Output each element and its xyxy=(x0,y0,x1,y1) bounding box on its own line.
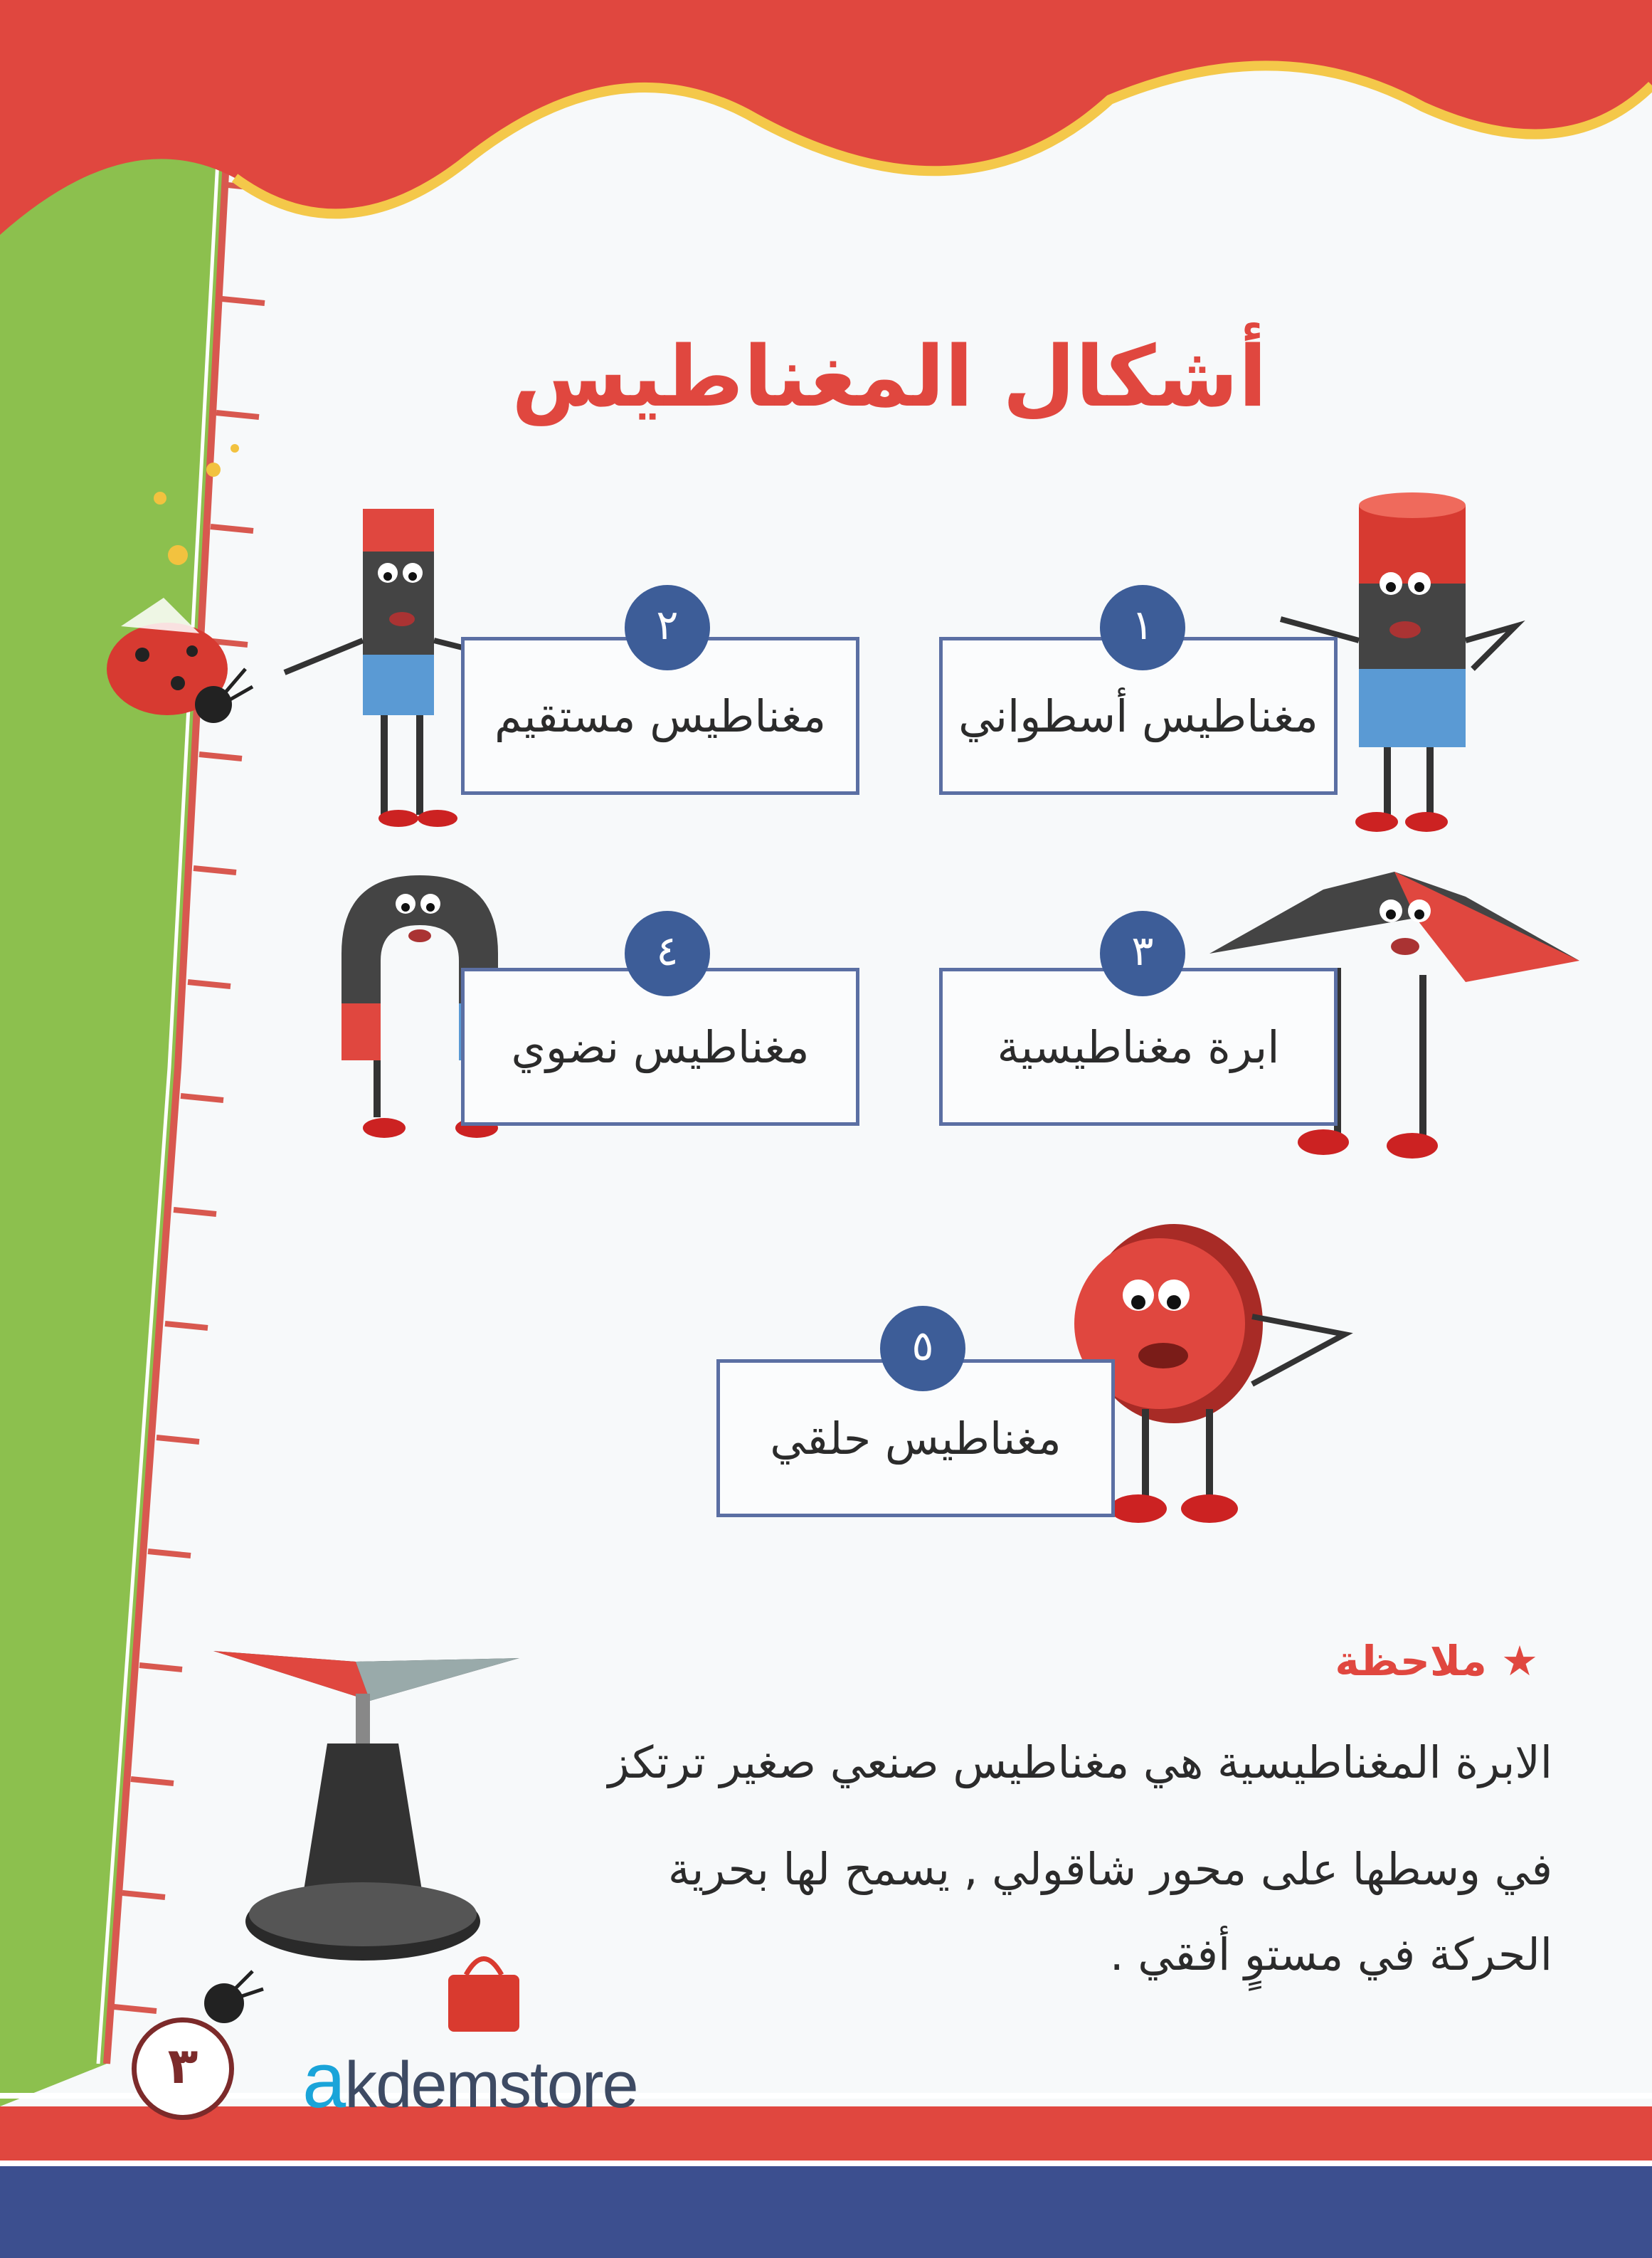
magnet-label: مغناطيس أسطواني xyxy=(958,690,1318,742)
star-icon: ★ xyxy=(1486,1637,1538,1685)
magnet-label: ابرة مغناطيسية xyxy=(997,1021,1280,1073)
brand-logo-letter: a xyxy=(302,2037,345,2124)
note-heading xyxy=(1335,1637,1538,1685)
brand-logo-text: kdemstore xyxy=(344,2049,637,2121)
bottom-red-band xyxy=(0,2106,1652,2163)
magnet-label: مغناطيس مستقيم xyxy=(494,690,827,742)
magnet-number-badge: ١ xyxy=(1100,585,1185,670)
magnet-label: مغناطيس حلقي xyxy=(770,1413,1061,1465)
note-heading-text: ملاحظة xyxy=(1335,1637,1487,1685)
page-number: ٣ xyxy=(132,2017,234,2120)
page-title: أشكال المغناطيس xyxy=(512,327,1267,426)
magnet-number-badge: ٢ xyxy=(625,585,710,670)
magnet-number-badge: ٣ xyxy=(1100,911,1185,996)
bar-magnet-figure xyxy=(285,509,491,827)
note-line: في وسطها على محور شاقولي , يسمح لها بحرية xyxy=(667,1843,1552,1895)
curtain-top xyxy=(0,0,1652,235)
bottom-blue-band xyxy=(0,2163,1652,2258)
note-line: الابرة المغناطيسية هي مغناطيس صنعي صغير ترتكز xyxy=(608,1736,1552,1788)
compass-needle-stand-image xyxy=(213,1651,519,1961)
small-bug-icon xyxy=(204,1971,263,2023)
magnet-label: مغناطيس نضوي xyxy=(511,1021,810,1073)
brand-logo xyxy=(302,2035,637,2126)
ring-magnet-figure xyxy=(1074,1224,1345,1523)
magnet-number-badge: ٤ xyxy=(625,911,710,996)
note-line: الحركة في مستوٍ أفقي . xyxy=(1109,1929,1552,1980)
store-bag-icon xyxy=(448,1959,519,2032)
magnet-number-badge: ٥ xyxy=(880,1306,965,1391)
